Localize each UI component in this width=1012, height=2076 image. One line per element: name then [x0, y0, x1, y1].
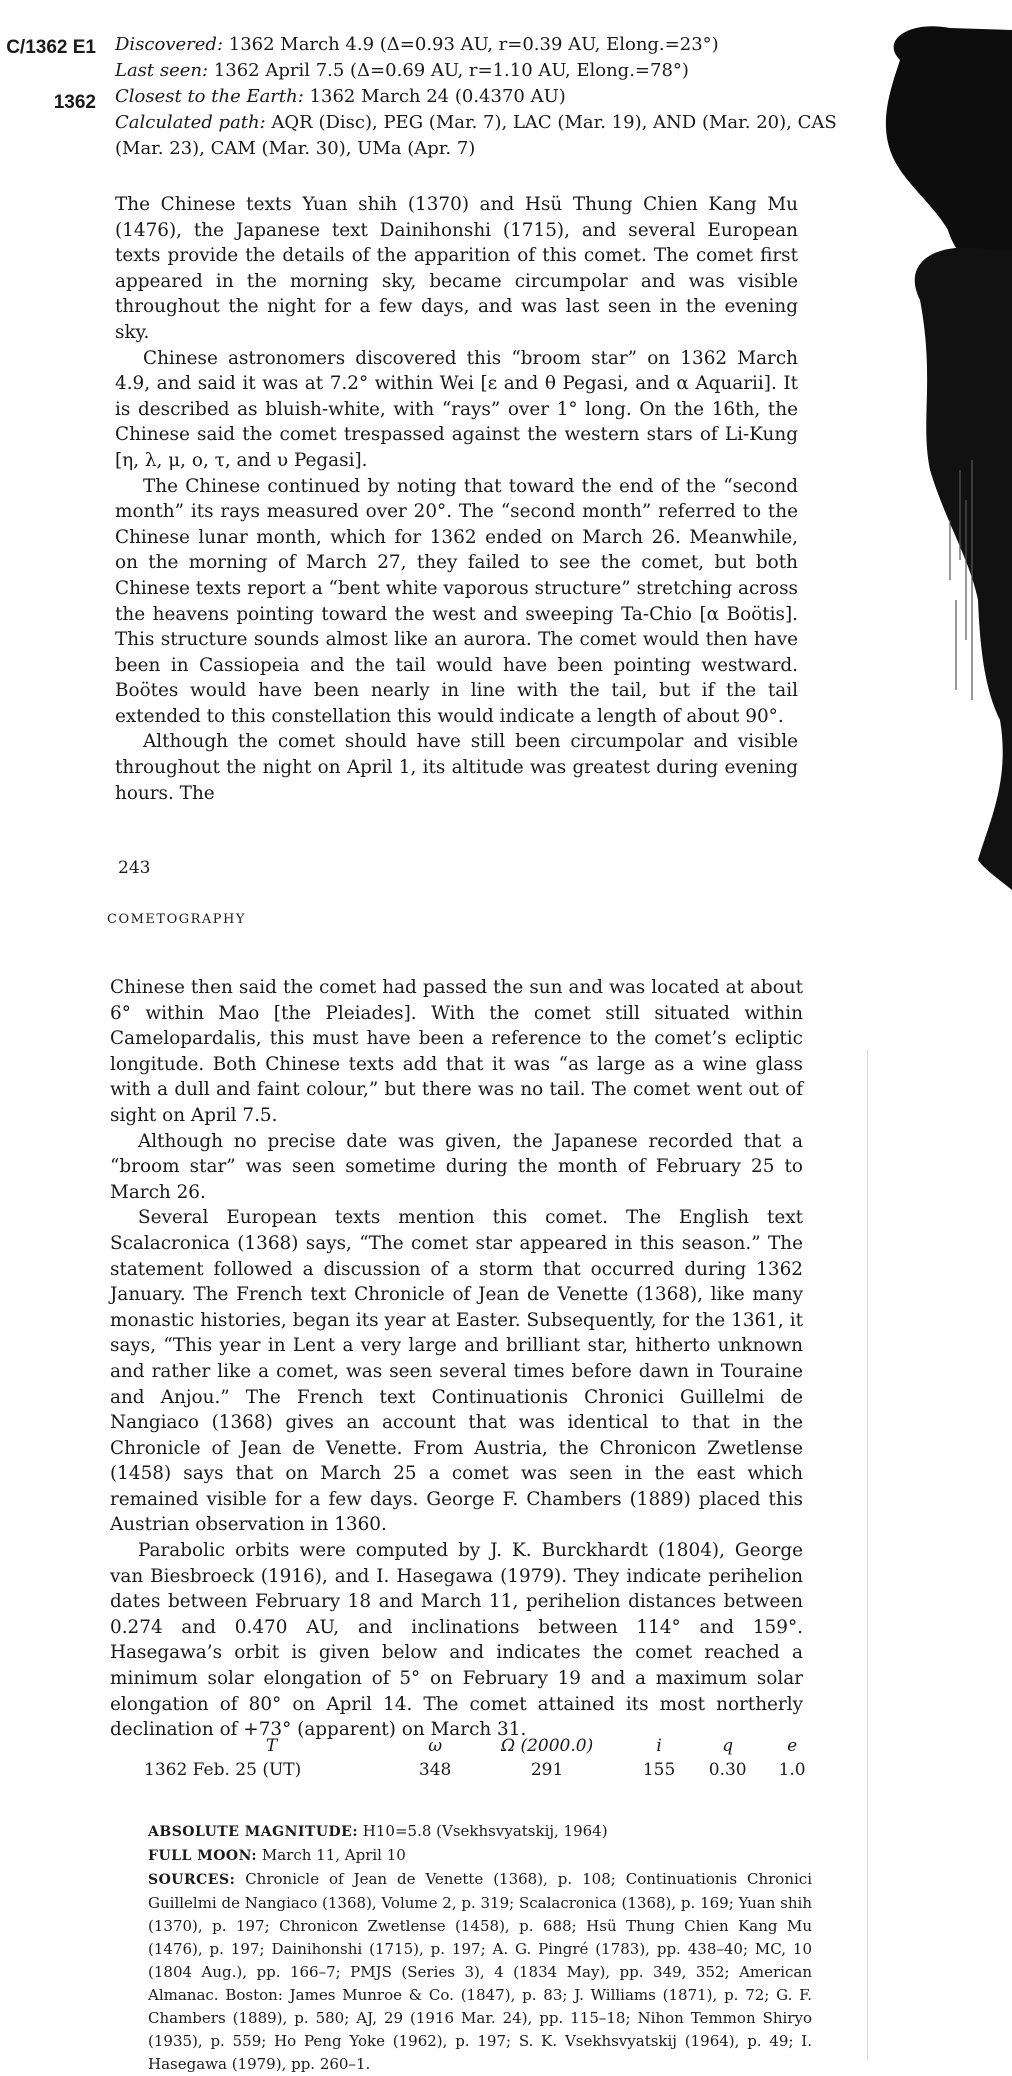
fact-value: 1362 March 4.9 (Δ=0.93 AU, r=0.39 AU, Elong.=23°) — [223, 34, 719, 55]
paragraph: Although the comet should have still been circumpolar and visible throughout the night on April 1, its altitude was greatest during evening hours. The — [115, 731, 798, 804]
note-value: Chronicle of Jean de Venette (1368), p. 108; Continuationis Chronici Guillelmi de Nangiaco (1368), Volume 2, p. 319; Scalacronica (1368), p. 169; Yuan shih (1370), p. 197; Chronicon Zwetlense (1458), p. 688; Hsü Thung Chien Kang Mu (1476), p. 197; Dainihonshi (1715), p. 197; A. G. Pingré (1783), pp. 438–40; MC, 10 (1804 Aug.), pp. 166–7; PMJS (Series 3), 4 (1834 May), pp. 349, 352; American Almanac. Boston: James Munroe & Co. (1847), p. 83; J. Williams (1871), p. 72; G. F. Chambers (1889), p. 580; AJ, 29 (1916 Mar. 24), pp. 115–18; Nihon Temmon Shiryo (1935), p. 559; Ho Peng Yoke (1962), p. 197; S. K. Vsekhsvyatskij (1964), p. 49; I. Hasegawa (1979), pp. 260–1. — [148, 1870, 812, 2073]
fact-last-seen — [115, 58, 845, 84]
scan-edge-line — [867, 1050, 868, 2060]
paragraph: Chinese astronomers discovered this “broom star” on 1362 March 4.9, and said it was at 7.2° within Wei [ε and θ Pegasi, and α Aquarii]. It is described as bluish-white, with “rays” over 1° long. On the 16th, the Chinese said the comet trespassed against the western stars of Li-Kung [η, λ, μ, ο, τ, and υ Pegasi]. — [115, 347, 798, 471]
paragraph: Chinese then said the comet had passed the sun and was located at about 6° within Mao [the Pleiades]. With the comet still situated within Camelopardalis, this must have been a reference to the comet’s ecliptic longitude. Both Chinese texts add that it was “as large as a wine glass with a dull and faint colour,” but there was no tail. The comet went out of sight on April 7.5. — [110, 977, 803, 1126]
page1-body — [115, 192, 798, 806]
fact-label: Last seen: — [115, 60, 209, 81]
comet-notes — [148, 1820, 812, 2076]
table-row — [140, 1758, 820, 1782]
fact-path — [115, 110, 845, 162]
table-cell: 155 — [642, 1760, 676, 1780]
col-header: Ω (2000.0) — [500, 1736, 594, 1756]
paragraph: Several European texts mention this comet. The English text Scalacronica (1368) says, “The comet star appeared in this season.” The statement followed a discussion of a storm that occurred during 1362 January. The French text Chronicle of Jean de Venette (1368), like many monastic histories, began its year at Easter. Subsequently, for the 1361, it says, “This year in Lent a very large and brilliant star, hitherto unknown and rather like a comet, was seen several times before dawn in Touraine and Anjou.” The French text Continuationis Chronici Guillelmi de Nangiaco (1368) gives an account that was identical to that in the Chronicle of Jean de Venette. From Austria, the Chronicon Zwetlense (1458) says that on March 25 a comet was seen in the east which remained visible for a few days. George F. Chambers (1889) placed this Austrian observation in 1360. — [110, 1207, 803, 1536]
col-header: q — [722, 1736, 734, 1756]
table-cell: 1362 Feb. 25 (UT) — [144, 1760, 302, 1780]
col-header: i — [656, 1736, 662, 1756]
col-header: T — [265, 1736, 278, 1756]
note-label: SOURCES: — [148, 1872, 236, 1888]
table-header-row — [140, 1734, 820, 1758]
note-label: ABSOLUTE MAGNITUDE: — [148, 1824, 359, 1840]
col-header: e — [787, 1736, 798, 1756]
fact-value: 1362 April 7.5 (Δ=0.69 AU, r=1.10 AU, Elong.=78°) — [208, 60, 689, 81]
page-number: 243 — [118, 858, 151, 878]
paragraph: The Chinese texts Yuan shih (1370) and Hsü Thung Chien Kang Mu (1476), the Japanese text Dainihonshi (1715), and several European texts provide the details of the apparition of this comet. The comet first appeared in the morning sky, became circumpolar and was visible throughout the night for a few days, and was last seen in the evening sky. — [115, 194, 798, 343]
fact-label: Closest to the Earth: — [115, 86, 304, 107]
comet-designations — [0, 34, 96, 113]
designation-primary: C/1362 E1 — [6, 37, 96, 58]
scan-edge-shadow — [860, 0, 1012, 920]
full-moon-note — [148, 1844, 812, 1868]
table-cell: 348 — [418, 1760, 452, 1780]
table-cell: 1.0 — [778, 1760, 806, 1780]
paragraph: The Chinese continued by noting that toward the end of the “second month” its rays measured over 20°. The “second month” referred to the Chinese lunar month, which for 1362 ended on March 26. Meanwhile, on the morning of March 27, they failed to see the comet, but both Chinese texts report a “bent white vaporous structure” stretching across the heavens pointing toward the west and sweeping Ta-Chio [α Boötis]. This structure sounds almost like an aurora. The comet would then have been in Cassiopeia and the tail would have been pointing westward. Boötes would have been nearly in line with the tail, but if the tail extended to this constellation this would indicate a length of about 90°. — [115, 475, 798, 727]
note-label: FULL MOON: — [148, 1848, 258, 1864]
fact-label: Calculated path: — [115, 112, 266, 133]
col-header: ω — [428, 1736, 443, 1756]
table-cell: 0.30 — [708, 1760, 747, 1780]
page2-body — [110, 975, 803, 1743]
note-value: March 11, April 10 — [257, 1846, 406, 1864]
orbital-elements-table — [140, 1734, 820, 1782]
fact-label: Discovered: — [115, 34, 224, 55]
note-value: H10=5.8 (Vsekhsvyatskij, 1964) — [358, 1822, 608, 1840]
paragraph: Although no precise date was given, the Japanese recorded that a “broom star” was seen sometime during the month of February 25 to March 26. — [110, 1130, 803, 1203]
table-cell: 291 — [530, 1760, 564, 1780]
paragraph: Parabolic orbits were computed by J. K. Burckhardt (1804), George van Biesbroeck (1916), and I. Hasegawa (1979). They indicate perihelion dates between February 18 and March 11, perihelion distances between 0.274 and 0.470 AU, and inclinations between 114° and 159°. Hasegawa’s orbit is given below and indicates the comet reached a minimum solar elongation of 5° on February 19 and a maximum solar elongation of 80° on April 14. The comet attained its most northerly declination of +73° (apparent) on March 31. — [110, 1540, 803, 1741]
comet-facts — [115, 32, 845, 162]
sources-note — [148, 1868, 812, 2076]
fact-value: AQR (Disc), PEG (Mar. 7), LAC (Mar. 19), AND (Mar. 20), CAS (Mar. 23), CAM (Mar. 30), UMa (Apr. 7) — [115, 112, 837, 159]
fact-closest — [115, 84, 845, 110]
designation-year: 1362 — [53, 92, 96, 113]
fact-discovered — [115, 32, 845, 58]
running-head: COMETOGRAPHY — [107, 912, 246, 927]
fact-value: 1362 March 24 (0.4370 AU) — [303, 86, 566, 107]
absolute-magnitude-note — [148, 1820, 812, 1844]
